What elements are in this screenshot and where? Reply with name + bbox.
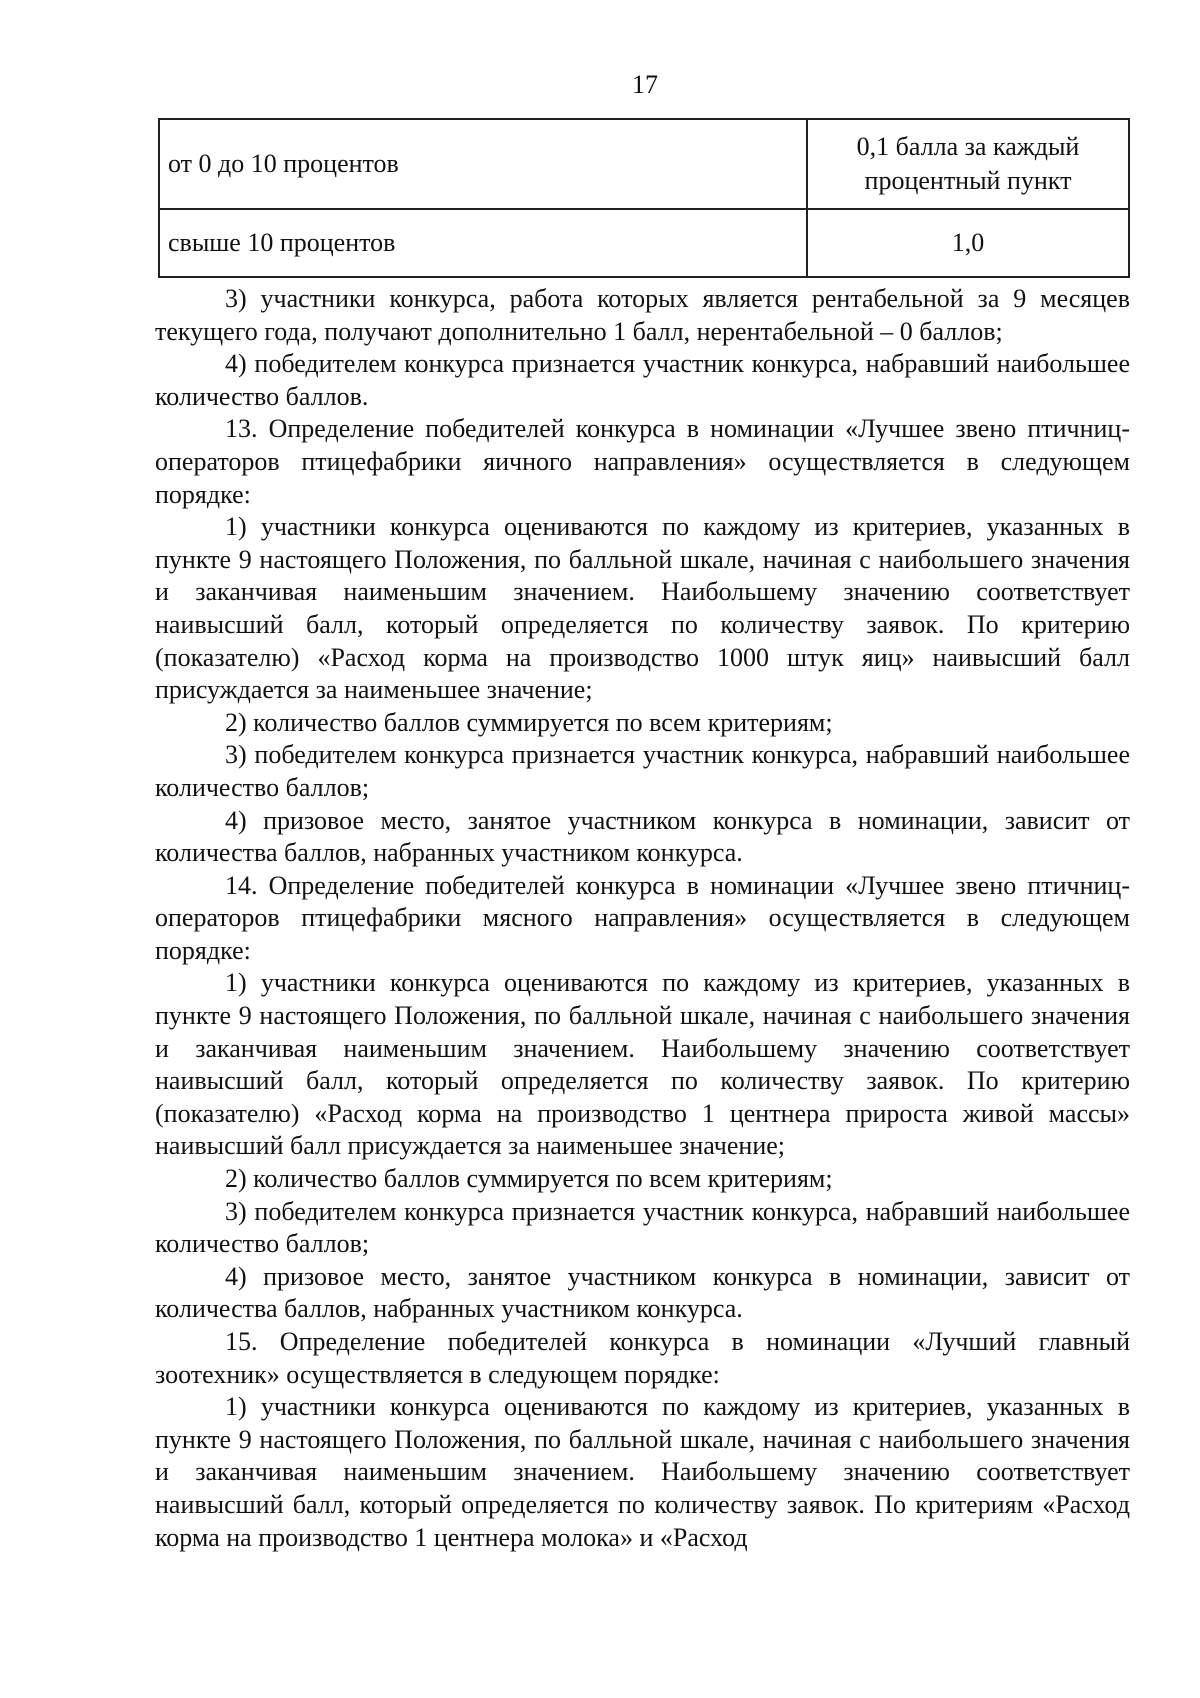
paragraph: 1) участники конкурса оцениваются по каждому из критериев, указанных в пункте 9 настоящего Положения, по балльной шкале, начиная с наибольшего значения и заканчивая наименьшим значением. Наибольшему значению соответствует наивысший балл, который определяется по количеству заявок. По критерию (показателю) «Расход корма на производство 1 центнера прироста живой массы» наивысший балл присуждается за наименьшее значение; bbox=[155, 968, 1130, 1161]
table-cell-score-text: 0,1 балла за каждый процентный пункт bbox=[856, 132, 1080, 195]
table-row bbox=[159, 209, 1129, 277]
paragraph: 2) количество баллов суммируется по всем критериям; bbox=[225, 707, 833, 737]
table-cell-score bbox=[807, 119, 1129, 209]
paragraph: 3) участники конкурса, работа которых является рентабельной за 9 месяцев текущего года, получают дополнительно 1 балл, нерентабельной – 0 баллов; bbox=[155, 284, 1130, 346]
paragraph: 2) количество баллов суммируется по всем критериям; bbox=[225, 1164, 833, 1194]
body-text bbox=[155, 283, 1130, 1554]
paragraph: 13. Определение победителей конкурса в номинации «Лучшее звено птичниц-операторов птицефабрики яичного направления» осуществляется в следующем порядке: bbox=[155, 414, 1130, 509]
paragraph: 3) победителем конкурса признается участник конкурса, набравший наибольшее количество баллов; bbox=[155, 1196, 1130, 1259]
paragraph: 4) призовое место, занятое участником конкурса в номинации, зависит от количества баллов, набранных участником конкурса. bbox=[155, 1261, 1130, 1324]
paragraph: 14. Определение победителей конкурса в номинации «Лучшее звено птичниц-операторов птицефабрики мясного направления» осуществляется в следующем порядке: bbox=[155, 870, 1130, 965]
table-cell-criterion: от 0 до 10 процентов bbox=[159, 119, 807, 209]
paragraph: 4) призовое место, занятое участником конкурса в номинации, зависит от количества баллов, набранных участником конкурса. bbox=[155, 805, 1130, 868]
table-cell-criterion: свыше 10 процентов bbox=[159, 209, 807, 277]
paragraph: 1) участники конкурса оцениваются по каждому из критериев, указанных в пункте 9 настоящего Положения, по балльной шкале, начиная с наибольшего значения и заканчивая наименьшим значением. Наибольшему значению соответствует наивысший балл, который определяется по количеству заявок. По критерию (показателю) «Расход корма на производство 1000 штук яиц» наивысший балл присуждается за наименьшее значение; bbox=[155, 512, 1130, 705]
table-row bbox=[159, 119, 1129, 209]
page-number: 17 bbox=[632, 70, 658, 99]
paragraph: 1) участники конкурса оцениваются по каждому из критериев, указанных в пункте 9 настоящего Положения, по балльной шкале, начиная с наибольшего значения и заканчивая наименьшим значением. Наибольшему значению соответствует наивысший балл, который определяется по количеству заявок. По критериям «Расход корма на производство 1 центнера молока» и «Расход bbox=[155, 1392, 1130, 1552]
paragraph: 4) победителем конкурса признается участник конкурса, набравший наибольшее количество баллов. bbox=[155, 349, 1130, 411]
paragraph: 3) победителем конкурса признается участник конкурса, набравший наибольшее количество баллов; bbox=[155, 740, 1130, 802]
score-table bbox=[158, 118, 1130, 278]
table-cell-score: 1,0 bbox=[807, 209, 1129, 277]
paragraph: 15. Определение победителей конкурса в номинации «Лучший главный зоотехник» осуществляется в следующем порядке: bbox=[155, 1327, 1130, 1389]
